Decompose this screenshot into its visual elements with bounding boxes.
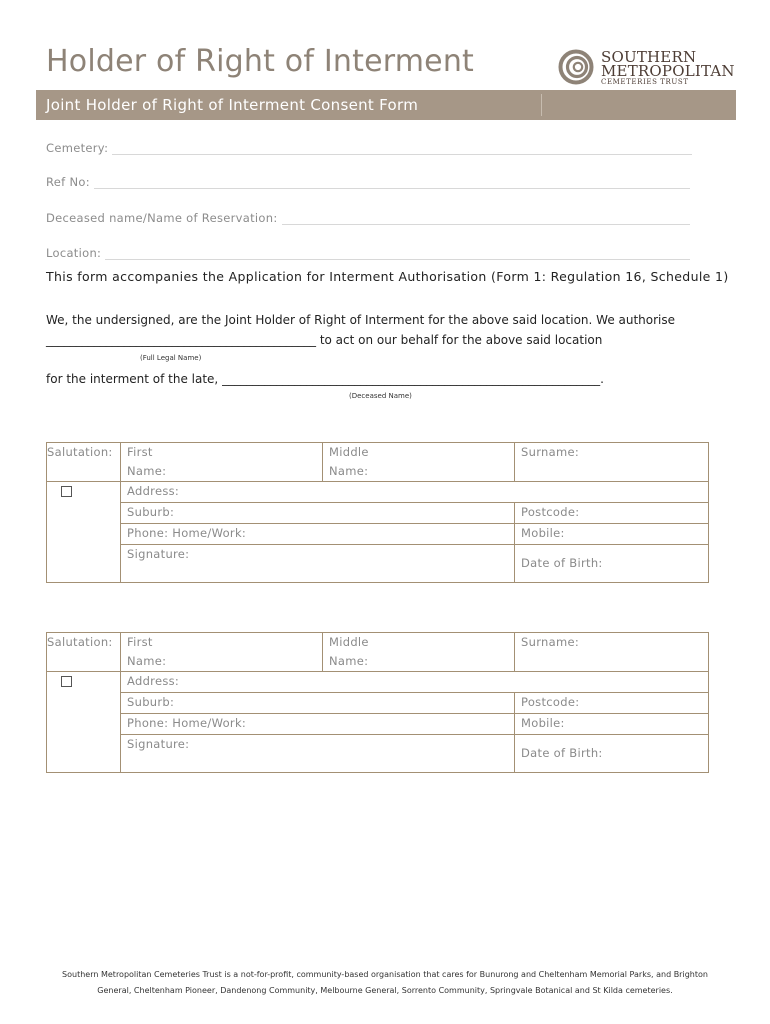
ref-no-field[interactable] [46, 175, 690, 189]
location-label: Location: [46, 246, 102, 260]
deceased-name-label: Deceased name/Name of Reservation: [46, 211, 278, 225]
location-field[interactable] [46, 246, 690, 260]
surname-cell[interactable]: Surname: [515, 633, 709, 672]
postcode-cell[interactable]: Postcode: [515, 503, 709, 524]
deceased-name-input-line[interactable] [282, 214, 690, 225]
joint-holder-table-1 [46, 442, 709, 583]
logo-line-1: SOUTHERN [601, 48, 697, 66]
mobile-cell[interactable]: Mobile: [515, 524, 709, 545]
cemetery-label: Cemetery: [46, 141, 109, 155]
ref-no-input-line[interactable] [94, 178, 690, 189]
first-name-cell[interactable]: First Name: [121, 633, 323, 672]
surname-cell[interactable]: Surname: [515, 443, 709, 482]
page-title: Holder of Right of Interment [46, 44, 475, 79]
logo-line-2: METROPOLITAN [601, 62, 735, 80]
deceased-name-field[interactable] [46, 211, 690, 225]
first-name-cell[interactable]: First Name: [121, 443, 323, 482]
intro-text: This form accompanies the Application for Interment Authorisation (Form 1: Regulation 16, Schedule 1) [46, 269, 729, 284]
signature-cell[interactable]: Signature: [121, 545, 515, 583]
suburb-cell[interactable]: Suburb: [121, 693, 515, 714]
logo-line-3: CEMETERIES TRUST [601, 78, 689, 86]
address-cell[interactable]: Address: [121, 482, 709, 503]
joint-holder-table-2 [46, 632, 709, 773]
location-input-line[interactable] [105, 249, 690, 260]
middle-name-cell[interactable]: Middle Name: [323, 443, 515, 482]
full-legal-name-caption: (Full Legal Name) [140, 354, 202, 362]
deceased-name-caption: (Deceased Name) [349, 392, 412, 400]
smct-logo [556, 46, 736, 88]
band-divider [541, 94, 542, 116]
form-title-band [36, 90, 736, 120]
suburb-cell[interactable]: Suburb: [121, 503, 515, 524]
cemetery-field[interactable] [46, 141, 692, 155]
middle-name-cell[interactable]: Middle Name: [323, 633, 515, 672]
footer-line-1: Southern Metropolitan Cemeteries Trust is a not-for-profit, community-based organisation that cares for Bunurong and Cheltenham Memorial Parks, and Brighton [62, 970, 708, 979]
signature-cell[interactable]: Signature: [121, 735, 515, 773]
statement-line-2[interactable]: _____________________________________________ to act on our behalf for the above said location [46, 333, 603, 347]
salutation-checkbox-cell [47, 482, 121, 583]
salutation-cell: Salutation: [47, 633, 121, 672]
salutation-cell: Salutation: [47, 443, 121, 482]
salutation-checkbox[interactable] [61, 486, 72, 497]
footer-text [40, 967, 730, 999]
cemetery-input-line[interactable] [112, 144, 692, 155]
statement-line-1: We, the undersigned, are the Joint Holder of Right of Interment for the above said location. We authorise [46, 313, 676, 327]
dob-cell[interactable]: Date of Birth: [515, 545, 709, 583]
address-cell[interactable]: Address: [121, 672, 709, 693]
ring-logo-icon [558, 49, 594, 85]
ref-no-label: Ref No: [46, 175, 90, 189]
postcode-cell[interactable]: Postcode: [515, 693, 709, 714]
dob-cell[interactable]: Date of Birth: [515, 735, 709, 773]
phone-cell[interactable]: Phone: Home/Work: [121, 524, 515, 545]
form-title: Joint Holder of Right of Interment Consent Form [46, 96, 419, 114]
mobile-cell[interactable]: Mobile: [515, 714, 709, 735]
salutation-checkbox[interactable] [61, 676, 72, 687]
statement-line-3[interactable]: for the interment of the late, _______________________________________________________________. [46, 372, 604, 386]
phone-cell[interactable]: Phone: Home/Work: [121, 714, 515, 735]
salutation-checkbox-cell [47, 672, 121, 773]
footer-line-2: General, Cheltenham Pioneer, Dandenong Community, Melbourne General, Sorrento Community, Springvale Botanical and St Kilda cemeteries. [97, 986, 673, 995]
